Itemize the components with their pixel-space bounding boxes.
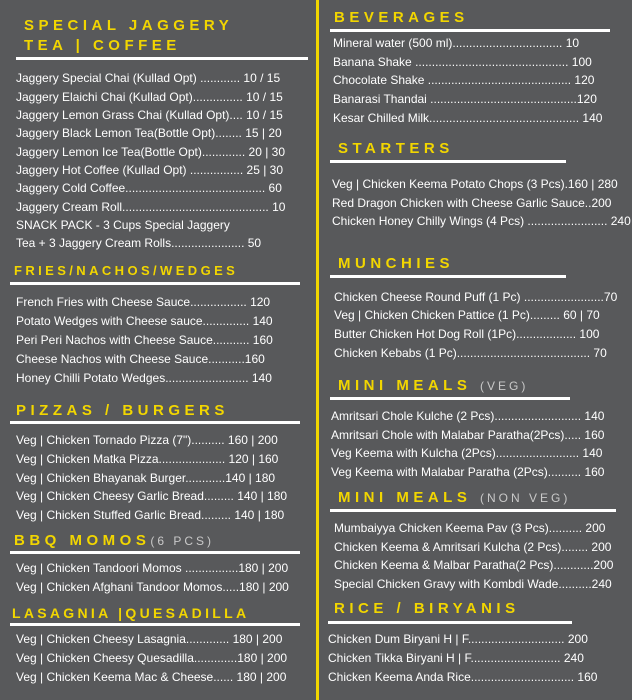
momos-underline	[10, 551, 300, 554]
fries-underline	[10, 282, 300, 285]
munchies-heading: MUNCHIES	[338, 255, 455, 272]
menu-item: Veg | Chicken Bhayanak Burger............140 | 180	[16, 471, 276, 485]
menu-item: Special Chicken Gravy with Kombdi Wade..........240	[334, 577, 612, 591]
starters-underline	[330, 160, 566, 163]
lasagnia-underline	[10, 623, 300, 626]
menu-item: Jaggery Lemon Grass Chai (Kullad Opt).... 10 / 15	[16, 108, 283, 122]
menu-item: Chicken Honey Chilly Wings (4 Pcs) ........................ 240	[332, 214, 631, 228]
menu-item: Veg Keema with Malabar Paratha (2Pcs).......... 160	[331, 465, 605, 479]
beverages-underline	[330, 29, 610, 32]
menu-item: Amritsari Chole Kulche (2 Pcs).......................... 140	[331, 409, 605, 423]
menu-item: Veg | Chicken Cheesy Lasagnia............. 180 | 200	[16, 632, 283, 646]
mini-nonveg-title: MINI MEALS	[338, 489, 472, 506]
menu-item: Jaggery Hot Coffee (Kullad Opt) ................ 25 | 30	[16, 163, 284, 177]
mini-nonveg-underline	[330, 509, 616, 512]
menu-item: Jaggery Cream Roll............................................ 10	[16, 200, 286, 214]
menu-item: Mumbaiyya Chicken Keema Pav (3 Pcs).......... 200	[334, 521, 606, 535]
menu-item: Red Dragon Chicken with Cheese Garlic Sauce..200	[332, 196, 612, 210]
mini-veg-subtitle: (VEG)	[480, 379, 529, 393]
menu-item: Jaggery Cold Coffee.......................................... 60	[16, 181, 282, 195]
rice-underline	[328, 621, 572, 624]
menu-item: Kesar Chilled Milk............................................. 140	[333, 111, 603, 125]
mini-nonveg-heading	[338, 489, 570, 507]
menu-item: Banarasi Thandai ............................................120	[333, 92, 597, 106]
menu-item: Chicken Cheese Round Puff (1 Pc) ........................70	[334, 290, 618, 304]
menu-item: Chicken Keema & Malbar Paratha(2 Pcs)............200	[334, 558, 614, 572]
menu-item: Chicken Keema & Amritsari Kulcha (2 Pcs)........ 200	[334, 540, 612, 554]
menu-item: Jaggery Black Lemon Tea(Bottle Opt)........ 15 | 20	[16, 126, 282, 140]
menu-item: Honey Chilli Potato Wedges......................... 140	[16, 371, 272, 385]
menu-item: Chicken Dum Biryani H | F............................. 200	[328, 632, 588, 646]
menu-item: French Fries with Cheese Sauce................. 120	[16, 295, 271, 309]
menu-item: Veg | Chicken Tornado Pizza (7").......... 160 | 200	[16, 433, 278, 447]
mini-nonveg-subtitle: (NON VEG)	[480, 491, 571, 505]
menu-item: Banana Shake .............................................. 100	[333, 55, 592, 69]
beverages-heading: BEVERAGES	[334, 9, 469, 26]
mini-veg-title: MINI MEALS	[338, 377, 472, 394]
menu-item: Veg | Chicken Cheesy Garlic Bread......... 140 | 180	[16, 489, 288, 503]
menu-item: Butter Chicken Hot Dog Roll (1Pc).................. 100	[334, 327, 600, 341]
menu-item: Jaggery Special Chai (Kullad Opt) ............ 10 / 15	[16, 71, 281, 85]
momos-title: BBQ MOMOS	[14, 532, 151, 549]
menu-item: Veg | Chicken Keema Mac & Cheese...... 180 | 200	[16, 670, 287, 684]
menu-item: Mineral water (500 ml)................................. 10	[333, 36, 580, 50]
menu-item: Veg | Chicken Afghani Tandoor Momos.....180 | 200	[16, 580, 289, 594]
menu-item: Veg | Chicken Stuffed Garlic Bread......... 140 | 180	[16, 508, 285, 522]
tea-heading-line2: TEA | COFFEE	[24, 37, 181, 54]
momos-subtitle: (6 PCS)	[150, 534, 215, 548]
mini-veg-heading	[338, 377, 528, 395]
menu-item: Cheese Nachos with Cheese Sauce...........160	[16, 352, 265, 366]
menu-item: Tea + 3 Jaggery Cream Rolls...................... 50	[16, 236, 262, 250]
menu-item: Potato Wedges with Cheese sauce.............. 140	[16, 314, 273, 328]
menu-item: Chicken Tikka Biryani H | F........................... 240	[328, 651, 584, 665]
tea-heading-line1: SPECIAL JAGGERY	[24, 17, 234, 34]
menu-item: Peri Peri Nachos with Cheese Sauce........... 160	[16, 333, 273, 347]
menu-item: Veg | Chicken Cheesy Quesadilla.............180 | 200	[16, 651, 288, 665]
pizzas-underline	[10, 421, 300, 424]
column-divider	[316, 0, 319, 700]
momos-heading	[14, 532, 214, 550]
menu-item: Chicken Kebabs (1 Pc)........................................ 70	[334, 346, 607, 360]
menu-item: Veg | Chicken Keema Potato Chops (3 Pcs).160 | 280	[332, 177, 618, 191]
fries-heading: FRIES/NACHOS/WEDGES	[14, 263, 239, 278]
starters-heading: STARTERS	[338, 140, 454, 157]
menu-item: Veg | Chicken Tandoori Momos ................180 | 200	[16, 561, 289, 575]
menu-item: SNACK PACK - 3 Cups Special Jaggery	[16, 218, 230, 232]
menu-item: Veg | Chicken Chicken Pattice (1 Pc)......... 60 | 70	[334, 308, 600, 322]
menu-item: Chicken Keema Anda Rice............................... 160	[328, 670, 598, 684]
rice-heading: RICE / BIRYANIS	[334, 600, 520, 617]
tea-underline	[16, 57, 308, 60]
lasagnia-heading: LASAGNIA |QUESADILLA	[12, 605, 250, 621]
menu-item: Veg | Chicken Matka Pizza.................... 120 | 160	[16, 452, 279, 466]
pizzas-heading: PIZZAS / BURGERS	[16, 402, 229, 419]
menu-item: Veg Keema with Kulcha (2Pcs)......................... 140	[331, 446, 603, 460]
mini-veg-underline	[330, 397, 570, 400]
munchies-underline	[330, 275, 566, 278]
menu-item: Chocolate Shake ........................................... 120	[333, 73, 595, 87]
menu-item: Jaggery Lemon Ice Tea(Bottle Opt)............. 20 | 30	[16, 145, 286, 159]
menu-item: Amritsari Chole with Malabar Paratha(2Pcs)..... 160	[331, 428, 605, 442]
menu-item: Jaggery Elaichi Chai (Kullad Opt)............... 10 / 15	[16, 90, 283, 104]
